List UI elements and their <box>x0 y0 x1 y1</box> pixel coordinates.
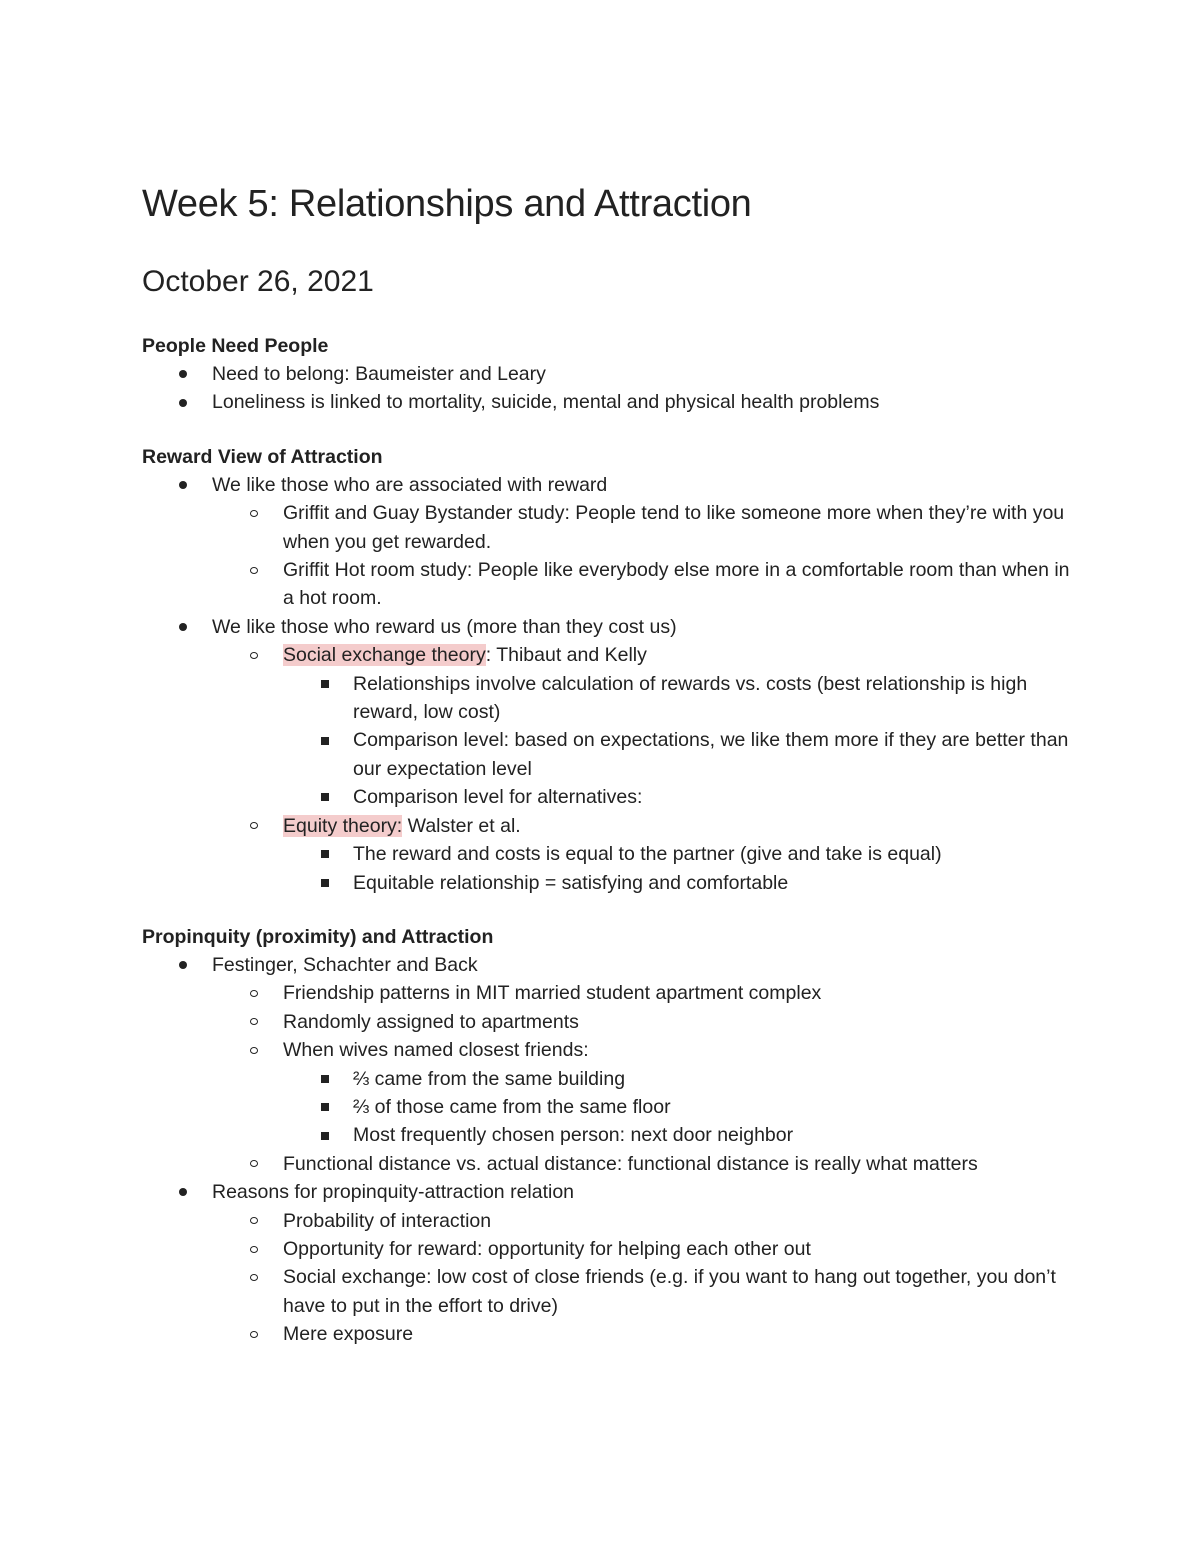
bullet-circle-icon <box>250 1274 258 1281</box>
section-propinquity <box>142 923 1072 1349</box>
bullet-dot-icon <box>179 481 187 489</box>
bullet-square-icon <box>321 1132 329 1140</box>
bullet-dot-icon <box>179 961 187 969</box>
section-heading: People Need People <box>142 335 329 357</box>
bullet-circle-icon <box>250 1047 258 1054</box>
list-item: Functional distance vs. actual distance: functional distance is really what matters <box>142 1150 1072 1178</box>
bullet-circle-icon <box>250 567 258 574</box>
bullet-square-icon <box>321 793 329 801</box>
list-item: We like those who are associated with reward <box>142 471 1072 499</box>
bullet-list <box>142 360 1072 417</box>
list-item: Social exchange theory: Thibaut and Kelly <box>142 641 1072 669</box>
section-heading: Propinquity (proximity) and Attraction <box>142 925 494 948</box>
bullet-circle-icon <box>250 990 258 997</box>
list-item: Griffit Hot room study: People like everybody else more in a comfortable room than when in a hot room. <box>142 556 1072 613</box>
highlighted-term: Equity theory: <box>283 814 403 837</box>
bullet-circle-icon <box>250 822 258 829</box>
list-item: Probability of interaction <box>142 1207 1072 1235</box>
list-item: ⅔ came from the same building <box>142 1065 1072 1093</box>
list-item: Social exchange: low cost of close friends (e.g. if you want to hang out together, you don’t have to put in the effort to drive) <box>142 1263 1072 1320</box>
list-item: Most frequently chosen person: next door neighbor <box>142 1121 1072 1149</box>
section-heading: Reward View of Attraction <box>142 445 383 468</box>
bullet-list <box>142 951 1072 1349</box>
bullet-dot-icon <box>179 370 187 378</box>
bullet-circle-icon <box>250 1217 258 1224</box>
list-item: Friendship patterns in MIT married student apartment complex <box>142 979 1072 1007</box>
bullet-square-icon <box>321 879 329 887</box>
document-title: Week 5: Relationships and Attraction <box>142 183 752 225</box>
list-item: ⅔ of those came from the same floor <box>142 1093 1072 1121</box>
list-item: Comparison level for alternatives: <box>142 783 1072 811</box>
document-date: October 26, 2021 <box>142 265 374 298</box>
list-item: Equitable relationship = satisfying and comfortable <box>142 869 1072 897</box>
document-page <box>142 180 1072 1349</box>
list-item: Comparison level: based on expectations, we like them more if they are better than our expectation level <box>142 726 1072 783</box>
bullet-circle-icon <box>250 1246 258 1253</box>
bullet-square-icon <box>321 1075 329 1083</box>
list-item: Loneliness is linked to mortality, suicide, mental and physical health problems <box>142 388 1072 416</box>
section-reward-view <box>142 443 1072 897</box>
list-item: Relationships involve calculation of rewards vs. costs (best relationship is high reward, low cost) <box>142 670 1072 727</box>
bullet-circle-icon <box>250 1331 258 1338</box>
bullet-list <box>142 471 1072 897</box>
list-item: The reward and costs is equal to the partner (give and take is equal) <box>142 840 1072 868</box>
bullet-dot-icon <box>179 1188 187 1196</box>
bullet-dot-icon <box>179 623 187 631</box>
section-people-need-people <box>142 332 1072 417</box>
list-item: Equity theory: Walster et al. <box>142 812 1072 840</box>
bullet-square-icon <box>321 737 329 745</box>
list-item: Griffit and Guay Bystander study: People tend to like someone more when they’re with you when you get rewarded. <box>142 499 1072 556</box>
highlighted-term: Social exchange theory <box>283 644 486 667</box>
bullet-square-icon <box>321 680 329 688</box>
list-item: Festinger, Schachter and Back <box>142 951 1072 979</box>
bullet-circle-icon <box>250 1018 258 1025</box>
list-item: Mere exposure <box>142 1320 1072 1348</box>
list-item: Opportunity for reward: opportunity for helping each other out <box>142 1235 1072 1263</box>
list-item: When wives named closest friends: <box>142 1036 1072 1064</box>
list-item: We like those who reward us (more than they cost us) <box>142 613 1072 641</box>
bullet-dot-icon <box>179 399 187 407</box>
bullet-circle-icon <box>250 652 258 659</box>
bullet-square-icon <box>321 1103 329 1111</box>
bullet-circle-icon <box>250 510 258 517</box>
list-item: Randomly assigned to apartments <box>142 1008 1072 1036</box>
list-item: Need to belong: Baumeister and Leary <box>142 360 1072 388</box>
list-item: Reasons for propinquity-attraction relation <box>142 1178 1072 1206</box>
bullet-square-icon <box>321 850 329 858</box>
bullet-circle-icon <box>250 1160 258 1167</box>
